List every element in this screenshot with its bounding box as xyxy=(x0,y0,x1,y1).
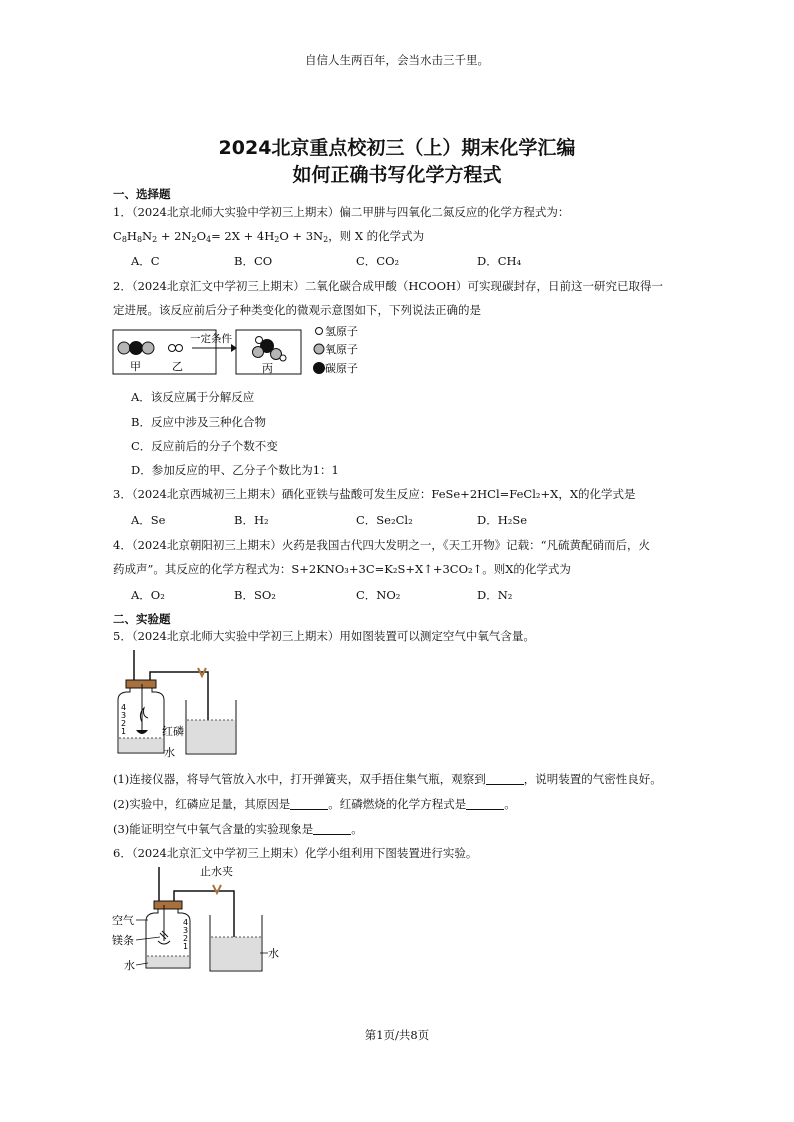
label-bing: 丙 xyxy=(262,362,273,375)
mark-3: 3 xyxy=(183,926,189,935)
label-water-bottle: 水 xyxy=(124,959,135,972)
answer-blank-1[interactable] xyxy=(486,774,524,785)
question-3-stem: 3．（2024北京西城初三上期末）硒化亚铁与盐酸可发生反应：FeSe+2HCl=FeCl₂+X，X的化学式是 xyxy=(113,487,636,501)
question-4-option-d: D．N₂ xyxy=(477,588,513,602)
question-2-option-d: D．参加反应的甲、乙分子个数比为1：1 xyxy=(131,463,339,477)
question-2-stem-line1: 2．（2024北京汇文中学初三上期末）二氧化碳合成甲酸（HCOOH）可实现碳封存，日前这一研究已取得一 xyxy=(113,279,664,293)
mark-2: 2 xyxy=(121,719,127,728)
mark-4: 4 xyxy=(121,703,127,712)
answer-blank-3[interactable] xyxy=(466,799,504,810)
question-6-stem: 6．（2024北京汇文中学初三上期末）化学小组利用下图装置进行实验。 xyxy=(113,846,478,860)
question-4-option-c: C．NO₂ xyxy=(356,588,401,602)
label-air: 空气 xyxy=(112,914,134,927)
answer-blank-2[interactable] xyxy=(290,799,328,810)
label-water: 水 xyxy=(164,746,175,759)
page-number: 第1页/共8页 xyxy=(364,1028,430,1042)
question-1-stem: 1．（2024北京北师大实验中学初三上期末）偏二甲肼与四氧化二氮反应的化学方程式为： xyxy=(113,205,570,219)
question-1-option-d: D．CH₄ xyxy=(477,254,522,268)
question-6-apparatus-diagram xyxy=(112,863,292,975)
question-3-option-d: D．H₂Se xyxy=(477,513,528,527)
question-5-apparatus-diagram xyxy=(112,648,262,766)
page-subtitle: 如何正确书写化学方程式 xyxy=(292,164,502,186)
section-heading-choice: 一、选择题 xyxy=(113,187,171,201)
question-2-stem-line2: 定进展。该反应前后分子种类变化的微观示意图如下，下列说法正确的是 xyxy=(113,303,481,317)
question-4-stem-line2: 药成声”。其反应的化学方程式为：S+2KNO₃+3C=K₂S+X↑+3CO₂↑。则X的化学式为 xyxy=(113,562,571,576)
question-5-sub-3: (3)能证明空气中氧气含量的实验现象是 。 xyxy=(113,822,363,836)
question-5-stem: 5．（2024北京北师大实验中学初三上期末）用如图装置可以测定空气中氧气含量。 xyxy=(113,629,535,643)
question-3-option-c: C．Se₂Cl₂ xyxy=(356,513,413,527)
question-1-option-b: B．CO xyxy=(234,254,273,268)
page-motto: 自信人生两百年，会当水击三千里。 xyxy=(305,53,489,67)
question-5-sub-1: (1)连接仪器，将导气管放入水中，打开弹簧夹，双手捂住集气瓶，观察到 ，说明装置的气密性良好。 xyxy=(113,772,662,786)
mark-1: 1 xyxy=(183,942,189,951)
question-2-option-c: C．反应前后的分子个数不变 xyxy=(131,439,278,453)
question-4-stem-line1: 4．（2024北京朝阳初三上期末）火药是我国古代四大发明之一，《天工开物》记载：“凡硫黄配硝而后，火 xyxy=(113,538,650,552)
answer-blank-4[interactable] xyxy=(313,824,351,835)
label-water-beaker: 水 xyxy=(268,947,279,960)
section-heading-experiment: 二、实验题 xyxy=(113,612,171,626)
reaction-condition: 一定条件 xyxy=(190,333,232,345)
label-yi: 乙 xyxy=(172,360,183,373)
label-magnesium: 镁条 xyxy=(112,934,134,947)
mark-1: 1 xyxy=(121,727,127,736)
label-jia: 甲 xyxy=(130,360,141,373)
question-1-equation: $C_8H_8N_2 + 2N_2O_4= 2X + 4H_2O + 3N_2$，则 X 的化学式为 xyxy=(113,229,425,244)
question-1-option-a: A．C xyxy=(131,254,160,268)
legend-hydrogen: 氢原子 xyxy=(325,325,358,338)
mark-2: 2 xyxy=(183,934,189,943)
label-water-clip: 止水夹 xyxy=(200,865,233,878)
question-2-option-b: B．反应中涉及三种化合物 xyxy=(131,415,266,429)
question-4-option-b: B．SO₂ xyxy=(234,588,276,602)
question-5-sub-2: (2)实验中，红磷应足量，其原因是 。红磷燃烧的化学方程式是 。 xyxy=(113,797,516,811)
question-3-option-a: A．Se xyxy=(131,513,166,527)
question-1-option-c: C．CO₂ xyxy=(356,254,400,268)
legend-carbon: 碳原子 xyxy=(325,362,358,375)
label-red-phosphorus: 红磷 xyxy=(162,725,184,738)
question-4-option-a: A．O₂ xyxy=(131,588,165,602)
question-2-option-a: A．该反应属于分解反应 xyxy=(131,390,255,404)
question-2-molecule-diagram xyxy=(112,322,382,382)
question-3-option-b: B．H₂ xyxy=(234,513,269,527)
mark-4: 4 xyxy=(183,918,189,927)
mark-3: 3 xyxy=(121,711,127,720)
page-title: 2024北京重点校初三（上）期末化学汇编 xyxy=(218,137,576,159)
legend-oxygen: 氧原子 xyxy=(325,343,358,356)
